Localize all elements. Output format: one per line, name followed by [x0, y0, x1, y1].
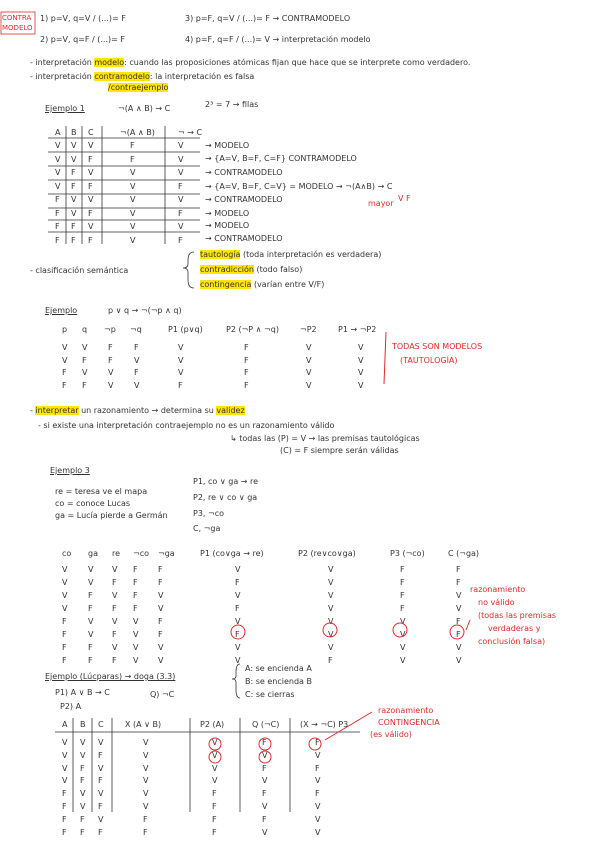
ex3-circles [231, 623, 464, 639]
ex2-header-2: ¬p [104, 325, 116, 334]
ex2-cell-3-1: F [82, 380, 87, 390]
ex2-cell-1-7: V [358, 355, 364, 365]
ex1-header-1: B [71, 128, 77, 137]
ex3-cell-3-2: F [112, 604, 117, 613]
ex4-cell-2-0: V [62, 763, 68, 773]
ex3-cell-5-8: F [456, 630, 461, 639]
ex3-cell-2-7: F [400, 591, 405, 600]
ex2-cell-2-1: V [82, 368, 88, 377]
ex3-note-0: razonamiento [470, 585, 526, 594]
ex2-cell-2-6: V [306, 368, 312, 377]
ex3-note-3: verdaderas y [488, 624, 541, 633]
ex4-cell-0-6: F [315, 738, 320, 747]
ex3-prem-3: C, ¬ga [193, 524, 221, 533]
ex3-cell-0-4: F [158, 565, 163, 574]
clasif-contradiccion: contradicción (todo falso) [200, 265, 303, 274]
ex1-note-7: → CONTRAMODELO [205, 234, 283, 243]
ex3-cell-3-8: V [456, 604, 462, 613]
razon-line-3: ↳ todas las (P) = V → las premisas tautológicas [230, 434, 420, 443]
ex3-def-2: ga = Lucía pierde a Germán [55, 511, 168, 520]
ex1-note-1: → {A=V, B=F, C=F} CONTRAMODELO [205, 154, 357, 163]
ex4-header-2: C [98, 720, 104, 729]
ex3-cell-0-5: V [235, 565, 241, 574]
ex4-brace-0: A: se encienda A [245, 664, 312, 673]
ex4-cell-1-4: V [212, 750, 218, 760]
ex3-cell-6-0: F [62, 643, 67, 652]
ex3-cell-6-7: V [400, 643, 406, 652]
ex4-prem-3: P2) A [60, 702, 82, 711]
ex4-cell-1-2: F [98, 750, 103, 760]
ex1-rows-count: 2³ = 7 → filas [205, 100, 259, 109]
ex3-cell-5-3: V [133, 630, 139, 639]
ex3-header-8: C (¬ga) [448, 549, 480, 558]
ex4-header-0: A [62, 720, 68, 729]
ex1-cell-6-0: F [55, 222, 60, 231]
ex3-cell-7-4: V [158, 656, 164, 665]
ex3-cell-2-6: V [328, 591, 334, 600]
ex3-header-4: ¬ga [158, 549, 175, 558]
ex2-cell-2-0: F [62, 368, 67, 377]
ex4-cell-6-0: F [62, 814, 67, 824]
ex1-cell-4-2: V [88, 195, 94, 204]
ex2-cell-2-3: F [134, 368, 139, 377]
ex1-cell-0-1: V [71, 141, 77, 150]
ex1-cell-0-0: V [55, 141, 61, 150]
ex4-cell-5-1: V [80, 802, 86, 811]
ex3-cell-4-2: V [112, 617, 118, 626]
ex4-cell-3-6: V [315, 776, 321, 786]
ex4-circles [209, 738, 321, 763]
ex1-cell-4-1: V [71, 195, 77, 204]
ex1-cell-1-4: V [178, 154, 184, 164]
ex2-header-6: ¬P2 [300, 325, 317, 334]
ex3-cell-0-2: V [112, 565, 118, 574]
ex2-formula: p ∨ q → ¬(¬p ∧ q) [108, 306, 182, 315]
ex4-header-6: (X → ¬C) P3 [300, 720, 349, 729]
ex4-cell-0-5: F [262, 738, 267, 747]
ex4-note-3: (es válido) [370, 730, 412, 739]
ex1-cell-7-1: F [71, 235, 76, 245]
ex3-header-0: co [62, 549, 72, 558]
ex3-cell-7-2: F [112, 656, 117, 665]
ex1-cell-5-2: F [88, 208, 93, 218]
ex1-note-5: → MODELO [205, 209, 250, 218]
ex2-cell-1-5: F [244, 355, 249, 365]
ex3-cell-4-5: V [235, 617, 241, 626]
ex4-arrow [325, 712, 372, 740]
ex1-note-0: → MODELO [205, 141, 250, 150]
ex1-cell-3-0: V [55, 181, 61, 191]
ex4-brace-2: C: se cierras [245, 690, 295, 699]
ex4-cell-5-4: F [212, 802, 217, 811]
ex4-cell-4-6: F [315, 789, 320, 799]
ex3-cell-4-6: V [328, 617, 334, 626]
ex1-cell-2-4: V [178, 168, 184, 177]
ex4-cell-6-1: F [80, 814, 85, 824]
ex4-cell-2-1: F [80, 763, 85, 773]
ex3-cell-1-2: F [112, 578, 117, 587]
ex2-cell-0-6: V [306, 343, 312, 352]
ex2-title: Ejemplo [45, 306, 78, 315]
ex3-cell-6-5: V [235, 643, 241, 652]
ex3-cell-1-4: F [158, 578, 163, 587]
ex4-cell-1-6: V [315, 750, 321, 760]
ex1-cell-2-2: V [88, 168, 94, 177]
ex2-cell-0-1: V [82, 343, 88, 352]
ex1-note-6: → MODELO [205, 221, 250, 230]
ex3-prem-2: P3, ¬co [193, 509, 224, 518]
ex3-note-2: (todas las premisas [478, 611, 557, 620]
ex4-cell-6-3: F [143, 814, 148, 824]
ex3-note-1: no válido [478, 598, 515, 607]
ex4-cell-1-3: V [143, 750, 149, 760]
ex4-note-2: CONTINGENCIA [378, 718, 440, 727]
ex4-cell-5-3: V [143, 802, 149, 811]
ex1-cell-5-1: V [71, 208, 77, 218]
ex1-cell-0-3: F [130, 141, 135, 150]
ex3-cell-2-0: V [62, 591, 68, 600]
ex3-cell-1-8: F [456, 578, 461, 587]
ex4-cell-1-0: V [62, 750, 68, 760]
ex1-cell-7-3: V [130, 235, 136, 245]
def-modelo: - interpretación modelo: cuando las proposiciones atómicas fijan que hace que se interprete como verdadero. [30, 58, 471, 67]
ex2-cell-3-5: F [244, 380, 249, 390]
ex3-cell-1-7: F [400, 578, 405, 587]
ex2-cell-2-5: F [244, 368, 249, 377]
ex3-header-7: P3 (¬co) [390, 549, 425, 558]
ex2-cell-3-4: F [178, 380, 183, 390]
ex1-cell-0-4: V [178, 141, 184, 150]
ex3-cell-7-5: V [235, 656, 241, 665]
ex4-cell-4-2: V [98, 789, 104, 799]
ex1-cell-5-3: V [130, 208, 136, 218]
clasif-label: - clasificación semántica [30, 266, 129, 275]
ex4-cell-6-2: V [98, 814, 104, 824]
ex3-cell-3-5: F [235, 604, 240, 613]
ex3-cell-0-8: F [456, 565, 461, 574]
ex4-note-1: razonamiento [378, 706, 434, 715]
ex3-cell-7-3: V [133, 656, 139, 665]
razon-line-2: - si existe una interpretación contraejemplo no es un razonamiento válido [38, 421, 335, 430]
ex2-cell-3-6: V [306, 380, 312, 390]
ex1-note-3: → {A=V, B=F, C=V} = MODELO → ¬(A∧B) → C [205, 182, 393, 191]
ex3-def-1: co = conoce Lucas [55, 499, 131, 508]
ex3-cell-4-3: V [133, 617, 139, 626]
ex4-cell-3-0: V [62, 776, 68, 786]
ex3-note-4: conclusión falsa) [478, 637, 546, 646]
ex1-header-3: ¬(A ∧ B) [120, 128, 155, 137]
ex3-cell-6-6: V [328, 643, 334, 652]
ex1-cell-1-0: V [55, 154, 61, 164]
ex3-cell-7-1: F [88, 656, 93, 665]
ex3-cell-5-5: F [235, 630, 240, 639]
ex3-header-6: P2 (re∨co∨ga) [298, 549, 356, 558]
ex4-cell-7-4: F [212, 827, 217, 837]
ex3-cell-0-6: V [328, 565, 334, 574]
ex2-cell-0-2: F [108, 343, 113, 352]
ex3-cell-2-5: V [235, 591, 241, 600]
ex3-cell-5-0: F [62, 630, 67, 639]
ex3-cell-0-1: V [88, 565, 94, 574]
ex4-header-4: P2 (A) [200, 720, 225, 729]
ex4-cell-0-3: V [143, 738, 149, 747]
ex4-prem-1: P1) A ∨ B → C [55, 688, 110, 697]
ex4-cell-0-4: V [212, 738, 218, 747]
ex2-header-0: p [62, 325, 68, 334]
ex1-cell-6-1: F [71, 222, 76, 231]
ex4-cell-1-5: V [262, 750, 268, 760]
ex3-cell-7-0: F [62, 656, 67, 665]
ex1-cell-3-2: F [88, 181, 93, 191]
ex3-title: Ejemplo 3 [50, 466, 90, 475]
ex4-brace [232, 664, 240, 698]
ex4-cell-6-6: V [315, 814, 321, 824]
ex1-cell-4-3: V [130, 195, 136, 204]
ex4-header-3: X (A ∨ B) [125, 720, 162, 729]
ex3-cell-5-6: V [328, 630, 334, 639]
ex1-cell-3-1: F [71, 181, 76, 191]
ex3-prem-1: P2, re ∨ co ∨ ga [193, 493, 258, 502]
ex3-def-0: re = teresa ve el mapa [55, 487, 148, 496]
ex1-note-4: → CONTRAMODELO [205, 195, 283, 204]
ex4-cell-4-5: F [262, 789, 267, 799]
ex2-cell-0-0: V [62, 343, 68, 352]
ex2-cell-3-3: V [134, 380, 140, 390]
ex4-cell-7-3: F [143, 827, 148, 837]
ex2-header-3: ¬q [130, 325, 142, 334]
ex1-grid [48, 126, 203, 244]
ex1-cell-2-0: V [55, 168, 61, 177]
ex1-cell-3-4: F [178, 181, 183, 191]
case-4: 4) p=F, q=F / (...)= V → interpretación modelo [185, 35, 371, 44]
ex4-cell-5-6: V [315, 802, 321, 811]
ex4-cell-3-3: V [143, 776, 149, 786]
ex2-header-7: P1 → ¬P2 [338, 325, 377, 334]
ex3-cell-4-1: V [88, 617, 94, 626]
ex2-cell-3-7: V [358, 380, 364, 390]
ex3-cell-2-8: V [456, 591, 462, 600]
ex1-cell-5-4: F [178, 208, 183, 218]
ex1-cell-7-0: F [55, 235, 60, 245]
ex3-prem-0: P1, co ∨ ga → re [193, 477, 259, 486]
ex4-cell-5-5: V [262, 802, 268, 811]
ex1-cell-3-3: V [130, 181, 136, 191]
clasif-tautologia: tautología (toda interpretación es verdadera) [200, 250, 382, 259]
ex4-cell-2-2: V [98, 763, 104, 773]
ex4-cell-1-1: V [80, 750, 86, 760]
ex2-cell-2-4: V [178, 368, 184, 377]
ex2-cell-1-0: V [62, 355, 68, 365]
ex3-header-1: ga [88, 549, 98, 558]
ex1-cell-4-4: V [178, 195, 184, 204]
ex4-cell-7-0: F [62, 827, 67, 837]
ex3-cell-1-6: V [328, 578, 334, 587]
ex4-cell-2-5: F [262, 763, 267, 773]
ex1-header-0: A [55, 128, 61, 137]
ex2-cell-0-5: F [244, 343, 249, 352]
ex4-cell-3-1: F [80, 776, 85, 786]
ex4-cell-7-2: F [98, 827, 103, 837]
case-3: 3) p=F, q=V / (...)= F → CONTRAMODELO [185, 14, 351, 23]
ex4-cell-4-4: F [212, 789, 217, 799]
razon-line-4: (C) = F siempre serán válidas [280, 446, 399, 455]
ex1-cell-1-2: F [88, 154, 93, 164]
ex4-cell-3-4: V [212, 776, 218, 786]
def-contramodelo: - interpretación contramodelo: la interpretación es falsa [30, 72, 255, 81]
ex4-prem-2: Q) ¬C [150, 690, 175, 699]
ex2-cell-0-7: V [358, 343, 364, 352]
clasif-contingencia: contingencia (varían entre V/F) [200, 280, 325, 289]
ex3-cell-4-0: F [62, 617, 67, 626]
ex3-cell-3-4: V [158, 604, 164, 613]
ex2-header-5: P2 (¬P ∧ ¬q) [226, 325, 279, 334]
ex3-cell-0-0: V [62, 565, 68, 574]
ex1-title: Ejemplo 1 [45, 104, 85, 113]
case-1: 1) p=V, q=V / (...)= F [40, 14, 126, 23]
ex3-arrow [466, 620, 470, 630]
ex4-cell-3-2: F [98, 776, 103, 786]
ex3-cell-5-2: F [112, 630, 117, 639]
ex1-formula: ¬(A ∧ B) → C [118, 104, 171, 113]
ex2-cell-1-3: V [134, 355, 140, 365]
ex2-cell-0-4: V [178, 343, 184, 352]
ex2-header-1: q [82, 325, 88, 334]
ex3-cell-4-4: F [158, 617, 163, 626]
ex3-header-5: P1 (co∨ga → re) [200, 549, 264, 558]
ex3-cell-1-0: V [62, 578, 68, 587]
ex4-cell-2-4: V [212, 763, 218, 773]
ex1-cell-2-1: F [71, 168, 76, 177]
modelo-label: MODELO [2, 24, 33, 32]
ex3-cell-6-8: V [456, 643, 462, 652]
ex3-cell-3-7: F [400, 604, 405, 613]
ex2-note-1: TODAS SON MODELOS [392, 342, 483, 351]
ex2-cell-3-0: F [62, 380, 67, 390]
ex3-cell-6-4: V [158, 643, 164, 652]
ex2-cell-2-2: V [108, 368, 114, 377]
ex1-cell-6-4: V [178, 222, 184, 231]
ex1-cell-5-0: F [55, 208, 60, 218]
ex2-cell-1-4: V [178, 355, 184, 365]
ex3-cell-2-3: F [133, 591, 138, 600]
ex2-cell-2-7: V [358, 368, 364, 377]
ex1-cell-6-2: V [88, 222, 94, 231]
ex2-cell-0-3: F [134, 343, 139, 352]
ex4-cell-7-1: F [80, 827, 85, 837]
ex1-cell-2-3: V [130, 168, 136, 177]
ex3-cell-7-6: F [328, 656, 333, 665]
ex3-cell-2-1: F [88, 591, 93, 600]
ex3-cell-4-8: F [456, 617, 461, 626]
ex3-cell-3-6: V [328, 604, 334, 613]
ex4-cell-2-6: F [315, 763, 320, 773]
ex4-cell-6-4: F [212, 814, 217, 824]
ex3-cell-6-1: F [88, 643, 93, 652]
ex4-title: Ejemplo (Lúcparas) → doga (3.3) [45, 672, 176, 681]
ex4-cell-7-6: V [315, 827, 321, 837]
ex3-cell-3-1: F [88, 604, 93, 613]
ex4-cell-7-5: V [262, 827, 268, 837]
ex3-cell-6-2: V [112, 643, 118, 652]
ex3-cell-2-4: V [158, 591, 164, 600]
ex4-cell-5-2: F [98, 802, 103, 811]
ex2-cell-1-6: V [306, 355, 312, 365]
ex3-header-3: ¬co [133, 549, 149, 558]
ex1-cell-1-1: V [71, 154, 77, 164]
ex3-header-2: re [112, 549, 121, 558]
contra-modelo-box [1, 12, 35, 34]
ex1-note-2: → CONTRAMODELO [205, 168, 283, 177]
ex1-cell-7-4: F [178, 235, 183, 245]
ex1-header-2: C [88, 128, 94, 137]
ex2-red-bracket [384, 332, 386, 384]
ex3-cell-1-3: F [133, 578, 138, 587]
ex3-cell-0-3: F [133, 565, 138, 574]
ex3-cell-1-1: V [88, 578, 94, 587]
ex4-cell-0-0: V [62, 738, 68, 747]
ex1-header-4: ¬ → C [178, 128, 203, 137]
ex4-grid [55, 718, 360, 812]
ex4-cell-6-5: F [262, 814, 267, 824]
ex4-cell-5-0: F [62, 802, 67, 811]
ex4-cell-0-2: V [98, 738, 104, 747]
ex4-cell-2-3: V [143, 763, 149, 773]
ex4-cell-4-0: F [62, 789, 67, 799]
ex3-cell-0-7: F [400, 565, 405, 574]
ex2-header-4: P1 (p∨q) [168, 325, 203, 334]
ex3-cell-3-0: V [62, 604, 68, 613]
ex3-cell-6-3: V [133, 643, 139, 652]
ex1-mayor-note: mayor [368, 199, 394, 208]
ex2-note-2: (TAUTOLOGÍA) [400, 356, 458, 365]
razon-line-1: - interpretar un razonamiento → determina su validez [30, 406, 245, 415]
ex3-cell-3-3: F [133, 604, 138, 613]
ex4-cell-3-5: V [262, 776, 268, 786]
ex1-fv-note: V F [398, 194, 411, 203]
ex4-header-1: B [80, 720, 86, 729]
ex4-header-5: Q (¬C) [252, 720, 280, 729]
ex3-cell-1-5: F [235, 578, 240, 587]
ex1-cell-1-3: F [130, 154, 135, 164]
ex3-cell-5-7: V [400, 630, 406, 639]
ex2-cell-3-2: V [108, 380, 114, 390]
ex3-cell-5-4: F [158, 630, 163, 639]
ex4-brace-1: B: se encienda B [245, 677, 312, 686]
def-contraejemplo: /contraejemplo [108, 83, 169, 92]
ex4-cell-0-1: V [80, 738, 86, 747]
ex3-cell-5-1: V [88, 630, 94, 639]
ex2-cell-1-2: F [108, 355, 113, 365]
ex1-cell-6-3: V [130, 222, 136, 231]
ex3-cell-7-8: V [456, 656, 462, 665]
ex3-cell-7-7: V [400, 656, 406, 665]
ex1-cell-4-0: F [55, 195, 60, 204]
ex2-cell-1-1: F [82, 355, 87, 365]
ex3-cell-4-7: V [400, 617, 406, 626]
ex3-cell-2-2: V [112, 591, 118, 600]
contra-label: CONTRA [2, 14, 32, 22]
clasif-brace [183, 252, 194, 288]
ex1-cell-0-2: V [88, 141, 94, 150]
ex1-cell-7-2: F [88, 235, 93, 245]
ex4-cell-4-3: V [143, 789, 149, 799]
ex4-cell-4-1: V [80, 789, 86, 799]
case-2: 2) p=V, q=F / (...)= F [40, 35, 125, 44]
